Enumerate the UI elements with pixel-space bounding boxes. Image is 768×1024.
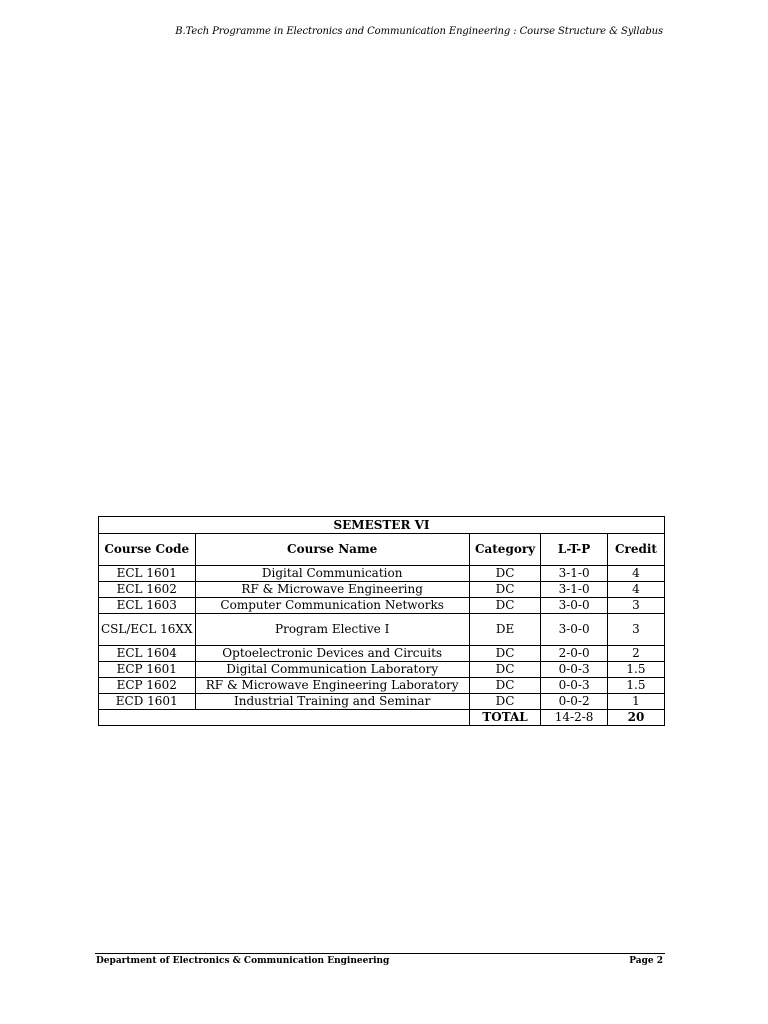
column-header-course-code: Course Code — [99, 534, 196, 566]
course-category: DC — [469, 566, 540, 582]
course-category: DC — [469, 662, 540, 678]
table-header-row — [99, 534, 665, 566]
table-row — [99, 646, 665, 662]
course-credit: 3 — [607, 614, 664, 646]
table-row — [99, 598, 665, 614]
course-ltp: 3-0-0 — [541, 614, 608, 646]
course-name: RF & Microwave Engineering — [195, 582, 469, 598]
total-blank-cell — [99, 710, 470, 726]
course-code: CSL/ECL 16XX — [99, 614, 196, 646]
table-title-row — [99, 517, 665, 534]
table-row — [99, 614, 665, 646]
course-ltp: 0-0-2 — [541, 694, 608, 710]
course-name: Computer Communication Networks — [195, 598, 469, 614]
course-category: DC — [469, 678, 540, 694]
course-credit: 2 — [607, 646, 664, 662]
table-row — [99, 566, 665, 582]
course-name: Industrial Training and Seminar — [195, 694, 469, 710]
course-name: Program Elective I — [195, 614, 469, 646]
total-row — [99, 710, 665, 726]
course-ltp: 3-1-0 — [541, 566, 608, 582]
course-credit: 1 — [607, 694, 664, 710]
column-header-category: Category — [469, 534, 540, 566]
total-credit: 20 — [607, 710, 664, 726]
course-code: ECP 1602 — [99, 678, 196, 694]
course-name: Optoelectronic Devices and Circuits — [195, 646, 469, 662]
table-row — [99, 694, 665, 710]
column-header-course-name: Course Name — [195, 534, 469, 566]
total-ltp: 14-2-8 — [541, 710, 608, 726]
course-name: Digital Communication Laboratory — [195, 662, 469, 678]
footer-page-number: Page 2 — [629, 956, 663, 966]
course-name: Digital Communication — [195, 566, 469, 582]
course-code: ECD 1601 — [99, 694, 196, 710]
course-ltp: 2-0-0 — [541, 646, 608, 662]
course-credit: 1.5 — [607, 662, 664, 678]
course-ltp: 3-1-0 — [541, 582, 608, 598]
course-ltp: 3-0-0 — [541, 598, 608, 614]
course-code: ECP 1601 — [99, 662, 196, 678]
running-header: B.Tech Programme in Electronics and Communication Engineering : Course Structure & Syllabus — [175, 26, 663, 37]
course-code: ECL 1604 — [99, 646, 196, 662]
course-category: DE — [469, 614, 540, 646]
total-label: TOTAL — [469, 710, 540, 726]
course-code: ECL 1603 — [99, 598, 196, 614]
column-header-ltp: L-T-P — [541, 534, 608, 566]
footer-divider — [95, 953, 665, 954]
course-category: DC — [469, 582, 540, 598]
course-category: DC — [469, 646, 540, 662]
semester-table — [98, 516, 665, 726]
course-category: DC — [469, 694, 540, 710]
table-row — [99, 678, 665, 694]
course-credit: 4 — [607, 566, 664, 582]
course-credit: 3 — [607, 598, 664, 614]
course-ltp: 0-0-3 — [541, 678, 608, 694]
course-name: RF & Microwave Engineering Laboratory — [195, 678, 469, 694]
course-credit: 1.5 — [607, 678, 664, 694]
course-ltp: 0-0-3 — [541, 662, 608, 678]
table-row — [99, 662, 665, 678]
column-header-credit: Credit — [607, 534, 664, 566]
course-code: ECL 1601 — [99, 566, 196, 582]
course-code: ECL 1602 — [99, 582, 196, 598]
table-row — [99, 582, 665, 598]
course-category: DC — [469, 598, 540, 614]
footer-department: Department of Electronics & Communication Engineering — [96, 956, 390, 966]
course-credit: 4 — [607, 582, 664, 598]
semester-title: SEMESTER VI — [99, 517, 665, 534]
